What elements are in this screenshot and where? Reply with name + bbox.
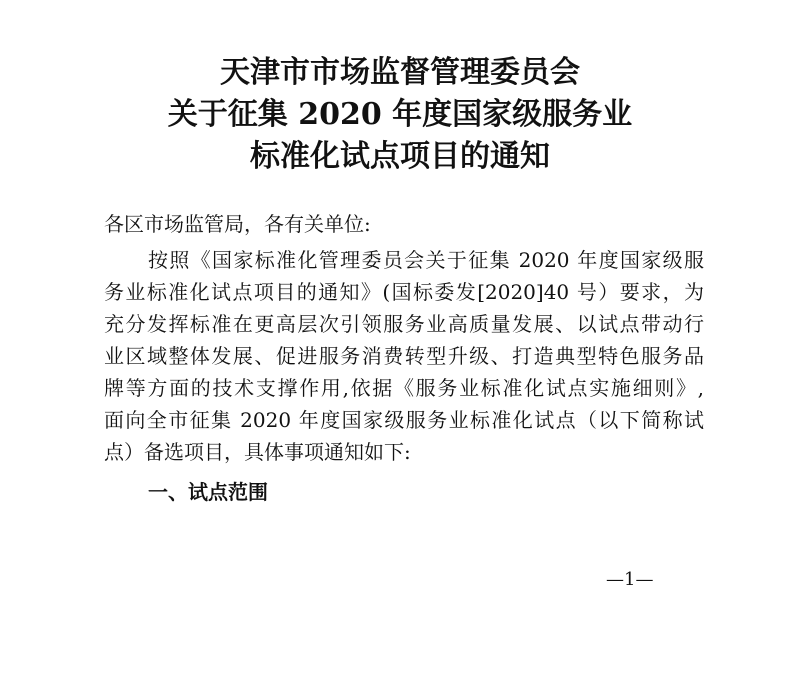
paragraph-line-5: 牌等方面的技术支撑作用,依据《服务业标准化试点实施细则》, <box>104 376 704 400</box>
document-body <box>104 208 704 508</box>
paragraph-line-4: 业区域整体发展、促进服务消费转型升级、打造典型特色服务品 <box>104 344 704 368</box>
title-line-2: 关于征集 2020 年度国家级服务业 <box>167 97 633 132</box>
paragraph-line-2: 务业标准化试点项目的通知》(国标委发[2020]40 号）要求，为 <box>104 280 704 304</box>
salutation: 各区市场监管局，各有关单位: <box>104 212 371 236</box>
title-line-1: 天津市市场监督管理委员会 <box>220 55 580 90</box>
paragraph-line-6: 面向全市征集 2020 年度国家级服务业标准化试点（以下简称试 <box>104 408 704 432</box>
page-number: —1— <box>606 569 654 590</box>
document-title <box>150 52 650 178</box>
paragraph-line-3: 充分发挥标准在更高层次引领服务业高质量发展、以试点带动行 <box>104 312 704 336</box>
paragraph-line-1: 按照《国家标准化管理委员会关于征集 2020 年度国家级服 <box>148 248 704 272</box>
section-heading: 一、试点范围 <box>148 480 268 504</box>
title-line-3: 标准化试点项目的通知 <box>250 139 550 174</box>
paragraph-line-7: 点）备选项目，具体事项通知如下: <box>104 440 411 464</box>
